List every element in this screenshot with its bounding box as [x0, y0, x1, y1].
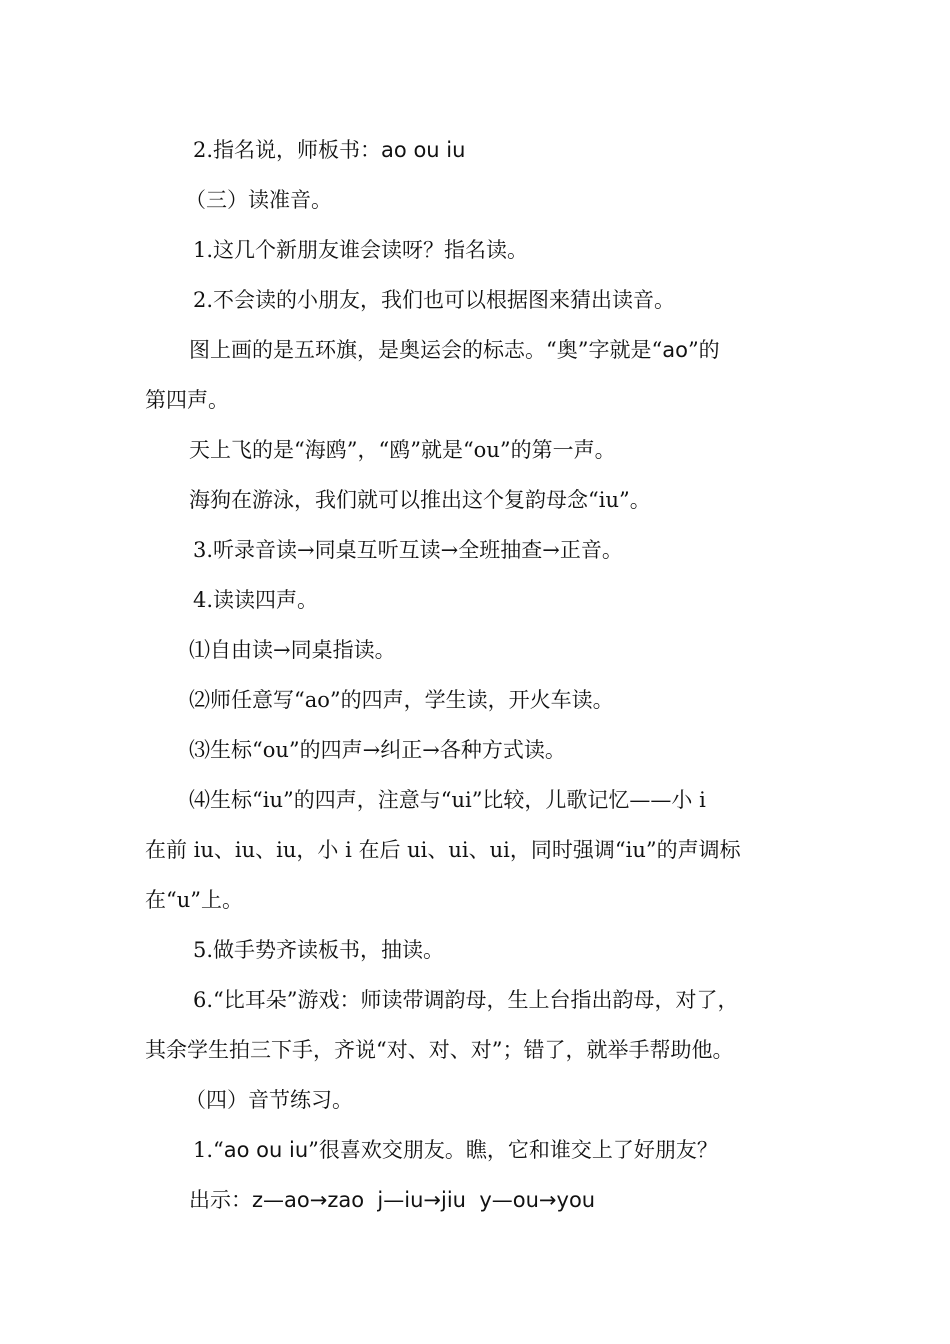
text-line-5: 图上画的是五环旗，是奥运会的标志。“奥”字就是“ao”的 [189, 338, 720, 362]
section-heading-4: （四）音节练习。 [185, 1088, 353, 1112]
text-line-15: 在前 iu、iu、iu，小 i 在后 ui、ui、ui，同时强调“iu”的声调标 [145, 838, 741, 862]
section-heading-3: （三）读准音。 [185, 188, 332, 212]
text-line-8: 海狗在游泳，我们就可以推出这个复韵母念“iu”。 [189, 488, 651, 512]
text-line-7: 天上飞的是“海鸥”，“鸥”就是“ou”的第一声。 [189, 438, 616, 462]
text-line-22: 出示：z—ao→zao j—iu→jiu y—ou→you [189, 1188, 596, 1212]
text-line-6: 第四声。 [145, 388, 229, 412]
text-line-21: 1.“ao ou iu”很喜欢交朋友。瞧，它和谁交上了好朋友？ [193, 1138, 718, 1162]
text-line-14: ⑷生标“iu”的四声，注意与“ui”比较，儿歌记忆——小 i [189, 788, 706, 812]
text-line-1: 2.指名说，师板书：ao ou iu [193, 138, 466, 162]
text-line-19: 其余学生拍三下手，齐说“对、对、对”；错了，就举手帮助他。 [145, 1038, 734, 1062]
text-line-18: 6.“比耳朵”游戏：师读带调韵母，生上台指出韵母，对了， [193, 988, 739, 1012]
text-line-9: 3.听录音读→同桌互听互读→全班抽查→正音。 [193, 538, 623, 562]
text-line-3: 1.这几个新朋友谁会读呀？指名读。 [193, 238, 529, 262]
text-line-11: ⑴自由读→同桌指读。 [189, 638, 396, 662]
text-line-12: ⑵师任意写“ao”的四声，学生读，开火车读。 [189, 688, 614, 712]
text-line-4: 2.不会读的小朋友，我们也可以根据图来猜出读音。 [193, 288, 676, 312]
text-line-13: ⑶生标“ou”的四声→纠正→各种方式读。 [189, 738, 566, 762]
text-line-16: 在“u”上。 [145, 888, 243, 912]
text-line-10: 4.读读四声。 [193, 588, 319, 612]
text-line-17: 5.做手势齐读板书，抽读。 [193, 938, 445, 962]
